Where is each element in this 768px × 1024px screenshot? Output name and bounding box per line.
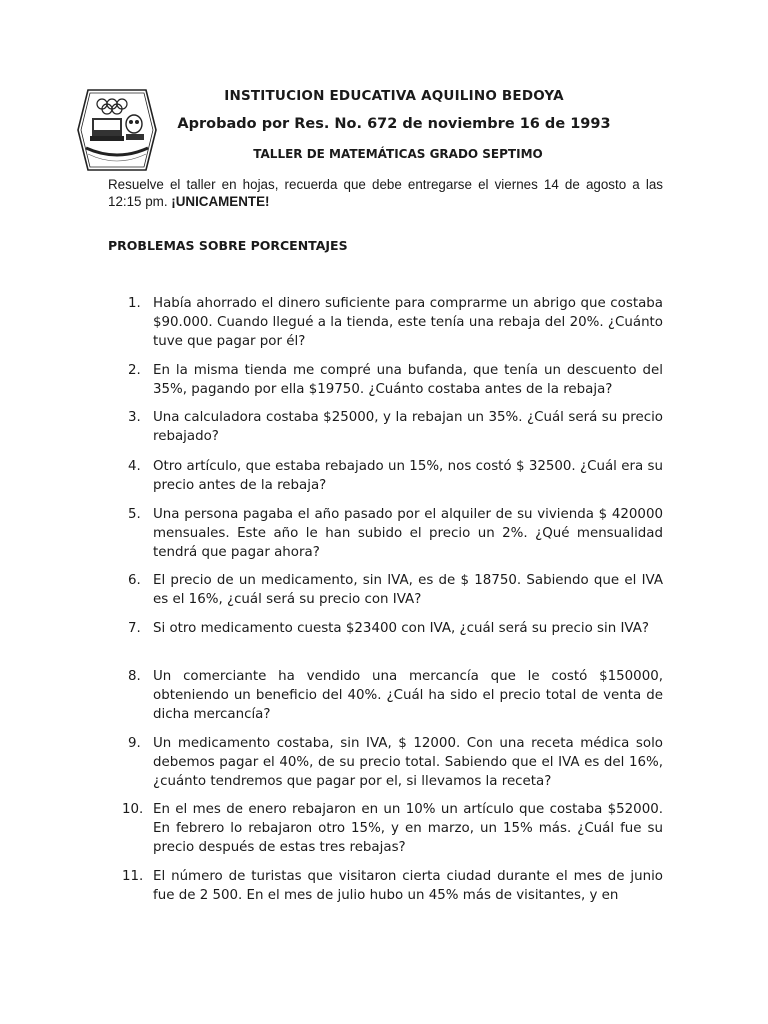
list-item: 2. En la misma tienda me compré una bufanda, que tenía un descuento del 35%, pagando por ella $19750. ¿Cuánto costaba antes de la rebaja? [128,363,663,398]
list-item: 11. El número de turistas que visitaron cierta ciudad durante el mes de junio fue de 2 500. En el mes de julio hubo un 45% más de visitantes, y en [122,869,663,904]
emphasis-text: ¡UNICAMENTE! [171,194,270,209]
list-item: 4. Otro artículo, que estaba rebajado un 15%, nos costó $ 32500. ¿Cuál era su precio antes de la rebaja? [128,459,663,494]
list-item: 1. Había ahorrado el dinero suficiente para comprarme un abrigo que costaba $90.000. Cuando llegué a la tienda, este tenía una rebaja del 20%. ¿Cuánto tuve que pagar por él? [128,296,663,350]
list-item: 3. Una calculadora costaba $25000, y la rebajan un 35%. ¿Cuál será su precio rebajado? [128,410,663,445]
resolution-line: Aprobado por Res. No. 672 de noviembre 16 de 1993 [177,116,611,132]
instructions: Resuelve el taller en hojas, recuerda que debe entregarse el viernes 14 de agosto a las 12:15 pm. ¡UNICAMENTE! [108,177,663,209]
list-item: 10. En el mes de enero rebajaron en un 10% un artículo que costaba $52000. En febrero lo rebajaron otro 15%, y en marzo, un 15% más. ¿Cuál fue su precio después de estas tres rebajas? [122,802,663,856]
list-item: 5. Una persona pagaba el año pasado por el alquiler de su vivienda $ 420000 mensuales. Este año le han subido el precio un 2%. ¿Qué mensualidad tendrá que pagar ahora? [128,507,663,561]
list-item: 6. El precio de un medicamento, sin IVA, es de $ 18750. Sabiendo que el IVA es el 16%, ¿cuál será su precio con IVA? [128,573,663,608]
list-item: 9. Un medicamento costaba, sin IVA, $ 12000. Con una receta médica solo debemos pagar el 40%, de su precio total. Sabiendo que el IVA es del 16%, ¿cuánto tendremos que pagar por el, si llevamos la receta? [128,736,663,790]
institution-name: INSTITUCION EDUCATIVA AQUILINO BEDOYA [224,88,564,104]
list-item: 8. Un comerciante ha vendido una mercancía que le costó $150000, obteniendo un beneficio del 40%. ¿Cuál ha sido el precio total de venta de dicha mercancía? [128,669,663,723]
list-item: 7. Si otro medicamento cuesta $23400 con IVA, ¿cuál será su precio sin IVA? [128,621,649,636]
section-title: PROBLEMAS SOBRE PORCENTAJES [108,238,348,253]
workshop-title: TALLER DE MATEMÁTICAS GRADO SEPTIMO [253,147,543,161]
